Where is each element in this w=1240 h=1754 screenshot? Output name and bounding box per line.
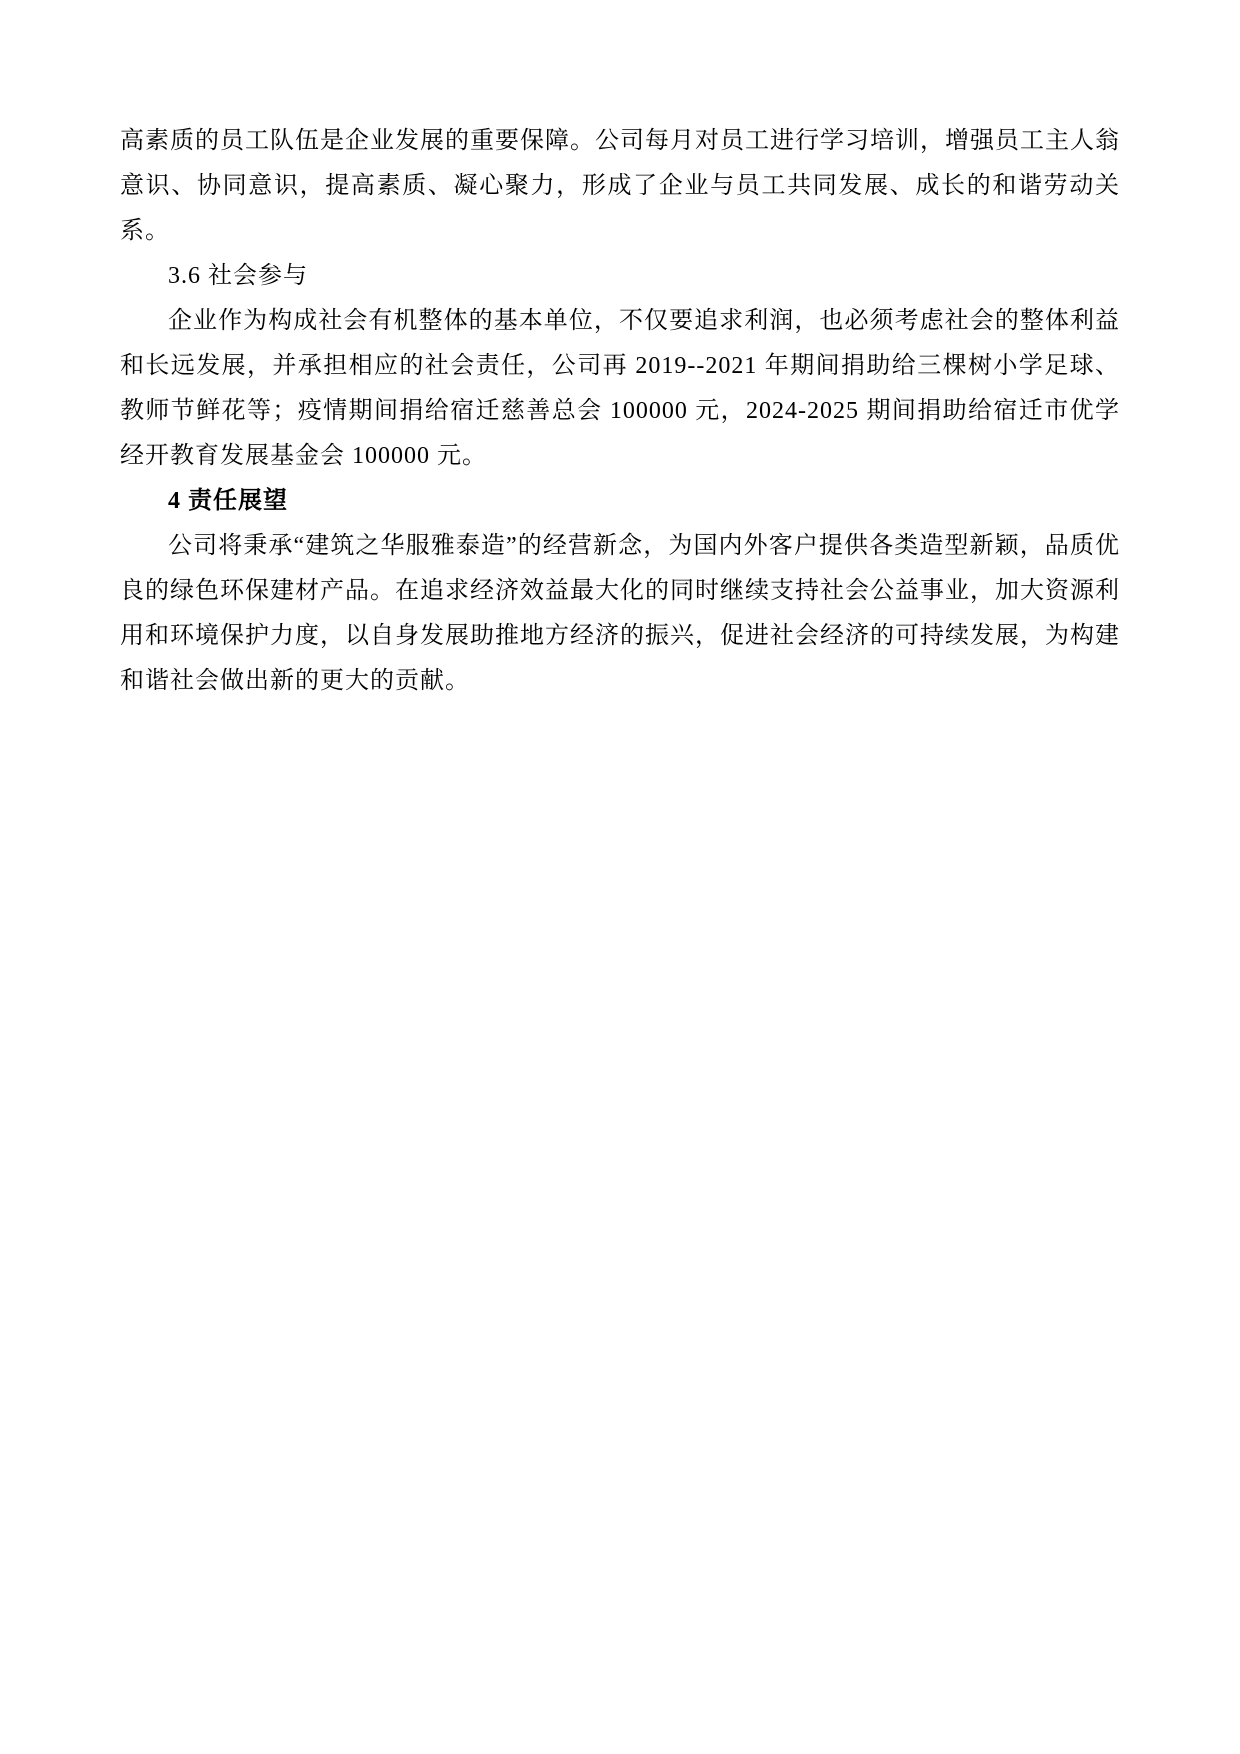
section-heading-3-6-social-participation: 3.6 社会参与 (168, 263, 308, 289)
paragraph-employee-training: 高素质的员工队伍是企业发展的重要保障。公司每月对员工进行学习培训，增强员工主人翁意识、协同意识，提高素质、凝心聚力，形成了企业与员工共同发展、成长的和谐劳动关系。 (120, 128, 1120, 244)
paragraph-social-participation-body: 企业作为构成社会有机整体的基本单位，不仅要追求利润，也必须考虑社会的整体利益和长远发展，并承担相应的社会责任，公司再 2019--2021 年期间捐助给三棵树小学足球、教师节鲜花等；疫情期间捐给宿迁慈善总会 100000 元，2024-2025 期间捐助给宿迁市优学经开教育发展基金会 100000 元。 (120, 308, 1120, 469)
paragraph-responsibility-outlook-body: 公司将秉承“建筑之华服雅泰造”的经营新念，为国内外客户提供各类造型新颖，品质优良的绿色环保建材产品。在追求经济效益最大化的同时继续支持社会公益事业，加大资源利用和环境保护力度，以自身发展助推地方经济的振兴，促进社会经济的可持续发展，为构建和谐社会做出新的更大的贡献。 (120, 533, 1120, 694)
section-heading-4-responsibility-outlook: 4 责任展望 (168, 488, 288, 514)
